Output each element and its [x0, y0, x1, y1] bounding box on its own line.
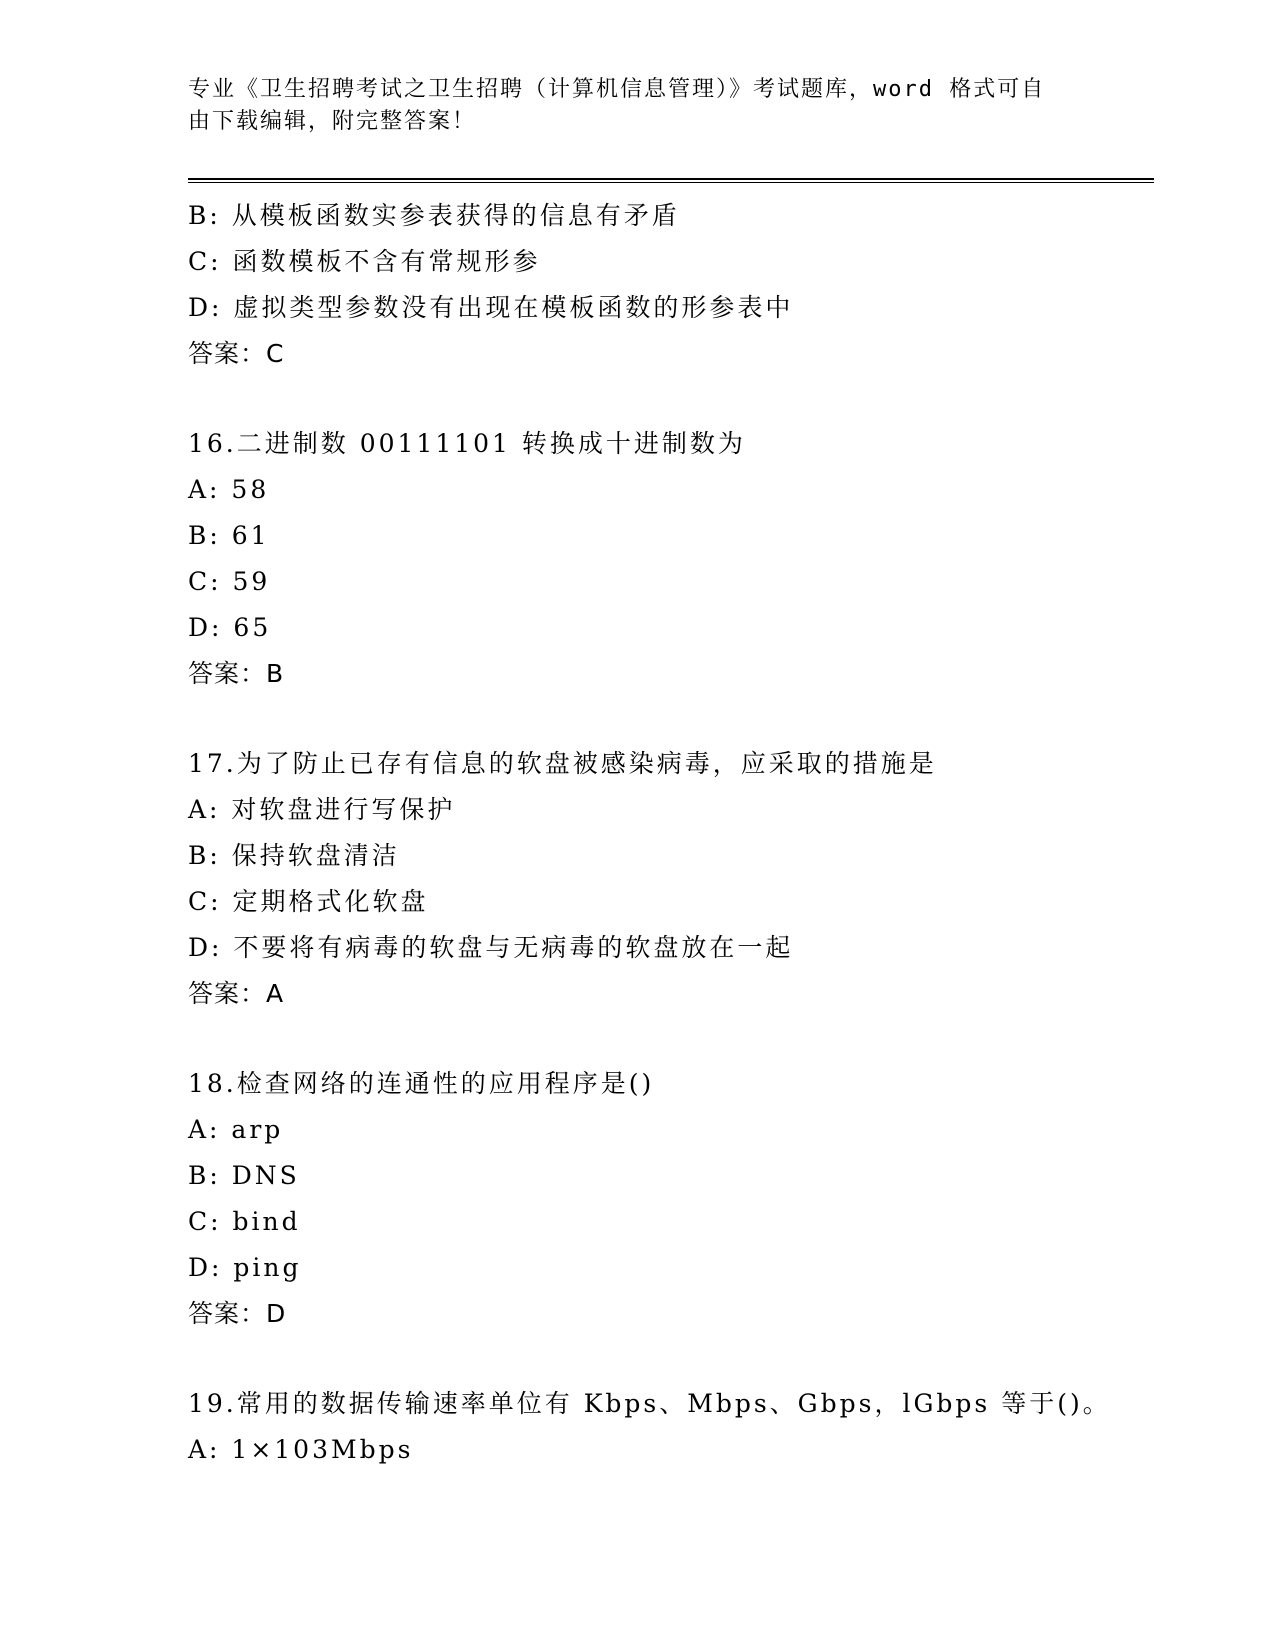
option-a: A: arp	[188, 1115, 284, 1144]
option-b: B: 从模板函数实参表获得的信息有矛盾	[188, 201, 680, 230]
answer: 答案：C	[188, 339, 285, 368]
header-line-1: 专业《卫生招聘考试之卫生招聘（计算机信息管理）》考试题库，word 格式可自	[188, 77, 1046, 102]
answer: 答案：D	[188, 1299, 287, 1328]
option-d: D: 虚拟类型参数没有出现在模板函数的形参表中	[188, 293, 794, 322]
option-c: C: 函数模板不含有常规形参	[188, 247, 541, 276]
answer: 答案：B	[188, 659, 285, 688]
option-b: B: 61	[188, 521, 270, 550]
document-header	[188, 74, 1088, 138]
option-c: C: 59	[188, 567, 271, 596]
header-line-2: 由下载编辑，附完整答案！	[188, 109, 477, 134]
question-stem: 17.为了防止已存有信息的软盘被感染病毒，应采取的措施是	[188, 749, 937, 778]
option-c: C: bind	[188, 1207, 301, 1236]
question-stem: 18.检查网络的连通性的应用程序是()	[188, 1069, 655, 1098]
answer: 答案：A	[188, 979, 285, 1008]
question-stem: 16.二进制数 00111101 转换成十进制数为	[188, 429, 746, 458]
option-c: C: 定期格式化软盘	[188, 887, 429, 916]
option-d: D: 65	[188, 613, 272, 642]
option-a: A: 对软盘进行写保护	[188, 795, 456, 824]
header-divider	[188, 178, 1154, 183]
question-19	[188, 1381, 1148, 1473]
option-a: A: 1×103Mbps	[188, 1435, 414, 1464]
question-list	[188, 193, 1148, 1473]
question-16	[188, 421, 1148, 697]
option-d: D: 不要将有病毒的软盘与无病毒的软盘放在一起	[188, 933, 794, 962]
option-a: A: 58	[188, 475, 270, 504]
question-stem: 19.常用的数据传输速率单位有 Kbps、Mbps、Gbps，lGbps 等于()。	[188, 1389, 1111, 1418]
question-17	[188, 741, 1148, 1017]
option-b: B: 保持软盘清洁	[188, 841, 400, 870]
option-d: D: ping	[188, 1253, 302, 1282]
question-continued	[188, 193, 1148, 377]
option-b: B: DNS	[188, 1161, 300, 1190]
question-18	[188, 1061, 1148, 1337]
